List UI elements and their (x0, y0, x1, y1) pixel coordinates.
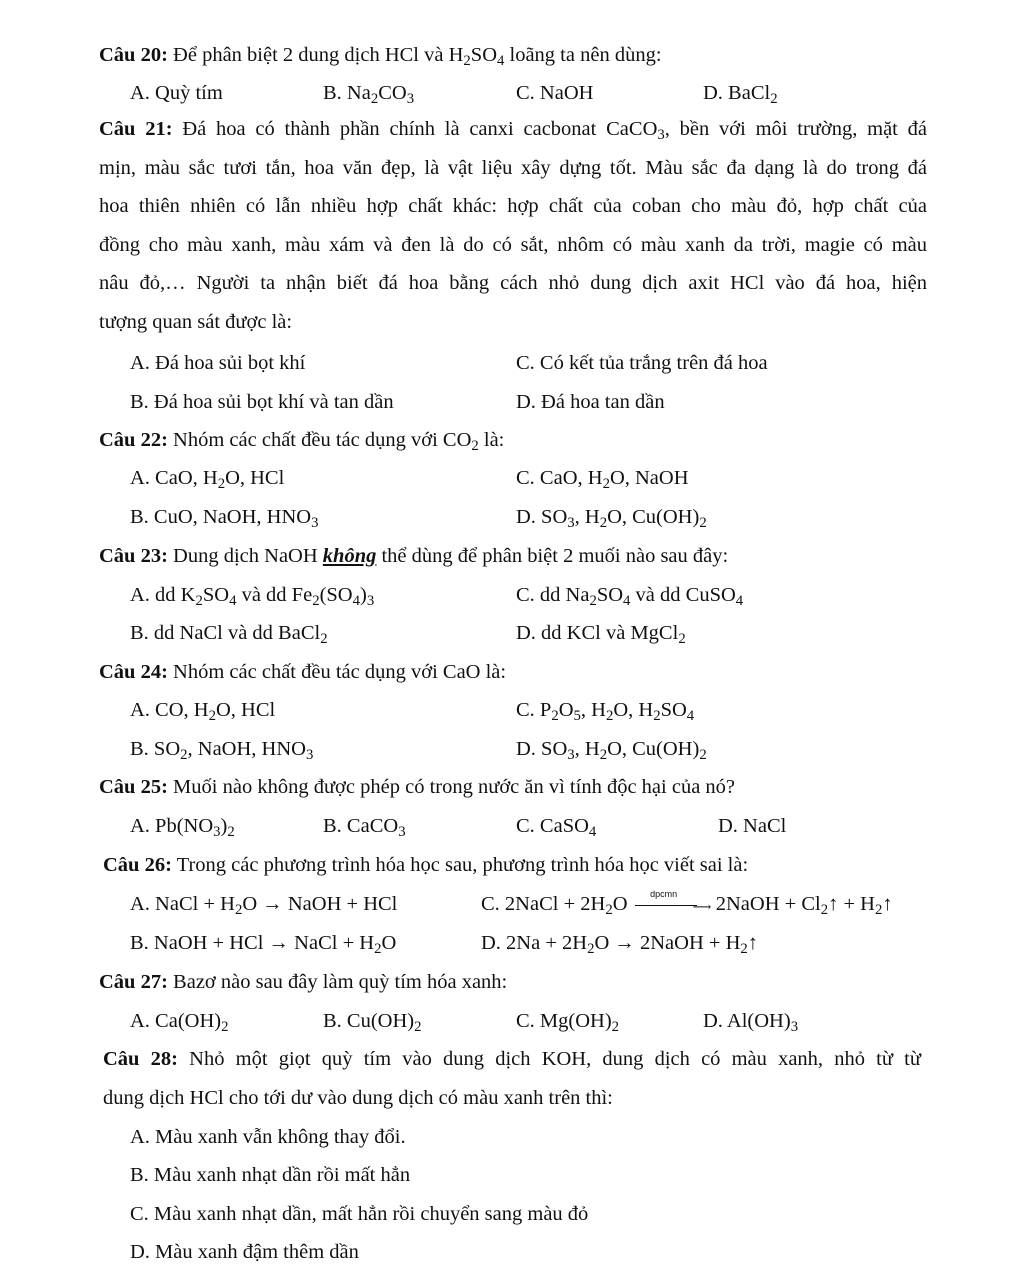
q27-option-a[interactable]: A. $Ca(OH)_2$ (130, 1010, 229, 1036)
question-25-stem: Câu 25: Muối nào không được phép có trong nước ăn vì tính độc hại của nó? (99, 776, 736, 798)
q26-option-d[interactable]: D. $2Na + 2H_2O$ → 2NaOH + $H_2↑$ (481, 932, 759, 958)
question-label: Câu 25: (99, 776, 168, 798)
q22-option-c[interactable]: C. CaO, $H_2O$, NaOH (516, 467, 689, 493)
q22-option-a[interactable]: A. CaO, $H_2O$, HCl (130, 467, 285, 493)
q25-option-c[interactable]: C. CaSO$_4$ (516, 815, 597, 841)
q25-option-d[interactable]: D. NaCl (718, 815, 787, 837)
q26-option-c[interactable]: C. 2NaCl + $2H_2O$ dpcmn ⟶ 2NaOH + $Cl_2↑$ + $H_2↑$ (481, 889, 893, 919)
q25-option-b[interactable]: B. CaCO$_3$ (323, 815, 406, 841)
q21-option-c[interactable]: C. Có kết tủa trắng trên đá hoa (516, 352, 768, 374)
question-22-stem: Câu 22: Nhóm các chất đều tác dụng với $CO_2$ là: (99, 429, 505, 455)
q20-option-c[interactable]: C. NaOH (516, 82, 594, 104)
q27-option-b[interactable]: B. $Cu(OH)_2$ (323, 1010, 422, 1036)
q22-option-b[interactable]: B. CuO, NaOH, $HNO_3$ (130, 506, 319, 532)
question-26-stem: Câu 26: Trong các phương trình hóa học sau, phương trình hóa học viết sai là: (103, 854, 749, 876)
question-27-stem: Câu 27: Bazơ nào sau đây làm quỳ tím hóa xanh: (99, 971, 508, 993)
q20-option-b[interactable]: B. $Na_2CO_3$ (323, 82, 415, 108)
q27-option-d[interactable]: D. $Al(OH)_3$ (703, 1010, 799, 1036)
question-24-stem: Câu 24: Nhóm các chất đều tác dụng với CaO là: (99, 661, 507, 683)
q27-option-c[interactable]: C. $Mg(OH)_2$ (516, 1010, 620, 1036)
question-label: Câu 26: (103, 854, 172, 876)
q28-option-d[interactable]: D. Màu xanh đậm thêm dần (130, 1241, 359, 1263)
q21-option-a[interactable]: A. Đá hoa sủi bọt khí (130, 352, 306, 374)
q22-option-d[interactable]: D. $SO_3$, $H_2O$, $Cu(OH)_2$ (516, 506, 707, 532)
question-label: Câu 21: (99, 118, 173, 140)
question-23-stem: Câu 23: Dung dịch NaOH không thể dùng để phân biệt 2 muối nào sau đây: (99, 545, 729, 567)
q28-option-a[interactable]: A. Màu xanh vẫn không thay đổi. (130, 1126, 406, 1148)
q23-option-d[interactable]: D. dd KCl và MgCl$_2$ (516, 622, 686, 648)
question-label: Câu 28: (103, 1048, 178, 1070)
q23-option-c[interactable]: C. dd $Na_2SO_4$ và dd CuSO$_4$ (516, 584, 744, 610)
question-28-stem: Câu 28: Nhỏ một giọt quỳ tím vào dung dịch KOH, dung dịch có màu xanh, nhỏ từ từ dung dịch HCl cho tới dư vào dung dịch có màu xanh trên thì: (103, 1048, 921, 1109)
q23-option-b[interactable]: B. dd NaCl và dd BaCl$_2$ (130, 622, 328, 648)
q24-option-b[interactable]: B. $SO_2$, NaOH, $HNO_3$ (130, 738, 314, 764)
question-label: Câu 24: (99, 661, 168, 683)
q26-option-a[interactable]: A. NaCl + $H_2O$ → NaOH + HCl (130, 893, 398, 919)
q28-option-b[interactable]: B. Màu xanh nhạt dần rồi mất hẳn (130, 1164, 411, 1186)
q20-option-a[interactable]: A. Quỳ tím (130, 82, 223, 104)
q21-option-d[interactable]: D. Đá hoa tan dần (516, 391, 665, 413)
question-label: Câu 27: (99, 971, 168, 993)
question-21-stem: Câu 21: Đá hoa có thành phần chính là canxi cacbonat CaCO$_3$, bền với môi trường, mặt đá mịn, màu sắc tươi tắn, hoa văn đẹp, là vật liệu xây dựng tốt. Màu sắc đa dạng là do trong đá hoa thiên nhiên có lẫn nhiều hợp chất khác: hợp chất của coban cho màu đỏ, hợp chất của đồng cho màu xanh, màu xám và đen là do có sắt, nhôm có màu xanh da trời, magie có màu nâu đỏ,… Người ta nhận biết đá hoa bằng cách nhỏ dung dịch axit HCl vào đá hoa, hiện tượng quan sát được là: (99, 118, 927, 333)
question-label: Câu 20: (99, 44, 168, 66)
reaction-arrow-icon: dpcmn ⟶ (633, 895, 711, 915)
q24-option-d[interactable]: D. $SO_3$, $H_2O$, $Cu(OH)_2$ (516, 738, 707, 764)
q20-option-d[interactable]: D. BaCl$_2$ (703, 82, 778, 108)
reaction-condition: dpcmn (650, 889, 678, 900)
q23-option-a[interactable]: A. dd $K_2SO_4$ và dd $Fe_2(SO_4)_3$ (130, 584, 375, 610)
emphasis-word: không (322, 545, 377, 567)
q24-option-c[interactable]: C. $P_2O_5$, $H_2O$, $H_2SO_4$ (516, 699, 695, 725)
question-20-stem: Câu 20: Để phân biệt 2 dung dịch HCl và $H_2SO_4$ loãng ta nên dùng: (99, 44, 662, 70)
q24-option-a[interactable]: A. CO, $H_2O$, HCl (130, 699, 276, 725)
q26-option-b[interactable]: B. NaOH + HCl → NaCl + $H_2O$ (130, 932, 397, 958)
q25-option-a[interactable]: A. $Pb(NO_3)_2$ (130, 815, 235, 841)
q21-option-b[interactable]: B. Đá hoa sủi bọt khí và tan dần (130, 391, 394, 413)
q28-option-c[interactable]: C. Màu xanh nhạt dần, mất hẳn rồi chuyển sang màu đỏ (130, 1203, 589, 1225)
question-label: Câu 22: (99, 429, 168, 451)
question-label: Câu 23: (99, 545, 168, 567)
